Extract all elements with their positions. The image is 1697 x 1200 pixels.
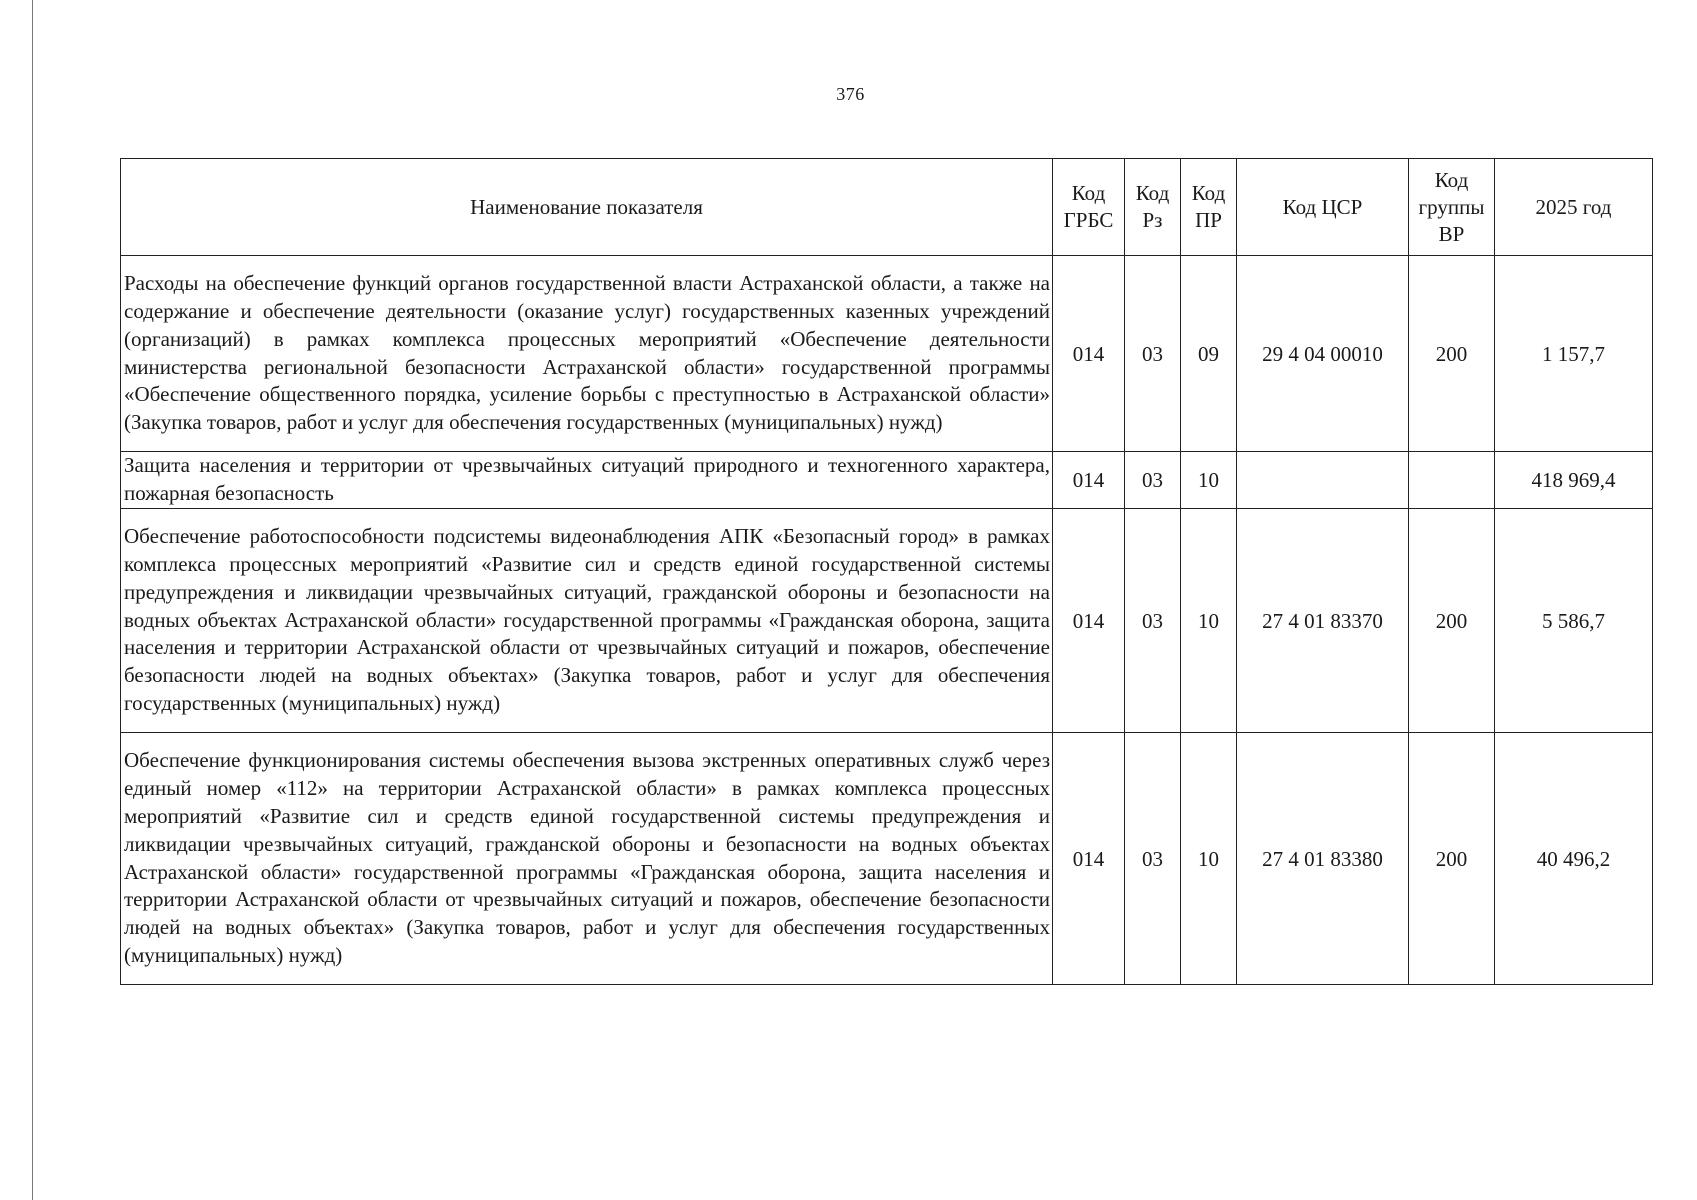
header-csr: Код ЦСР	[1237, 159, 1409, 256]
table-row	[121, 256, 1653, 452]
page-number	[0, 84, 1697, 105]
row-grbs: 014	[1053, 452, 1125, 509]
header-name: Наименование показателя	[121, 159, 1053, 256]
row-rz: 03	[1125, 509, 1181, 733]
row-grbs: 014	[1053, 733, 1125, 985]
row-grbs: 014	[1053, 509, 1125, 733]
row-amount: 5 586,7	[1495, 509, 1653, 733]
row-amount: 40 496,2	[1495, 733, 1653, 985]
row-vr	[1409, 452, 1495, 509]
header-pr: Код ПР	[1181, 159, 1237, 256]
row-vr: 200	[1409, 509, 1495, 733]
header-grbs: Код ГРБС	[1053, 159, 1125, 256]
row-amount: 418 969,4	[1495, 452, 1653, 509]
binding-margin-line	[32, 0, 33, 1200]
row-csr	[1237, 452, 1409, 509]
row-vr: 200	[1409, 256, 1495, 452]
row-grbs: 014	[1053, 256, 1125, 452]
row-amount: 1 157,7	[1495, 256, 1653, 452]
table-row	[121, 509, 1653, 733]
page-number-text: 376	[836, 84, 865, 104]
budget-table	[120, 158, 1653, 985]
row-rz: 03	[1125, 256, 1181, 452]
row-pr: 10	[1181, 733, 1237, 985]
row-csr: 27 4 01 83380	[1237, 733, 1409, 985]
row-rz: 03	[1125, 733, 1181, 985]
header-rz: Код Рз	[1125, 159, 1181, 256]
row-name: Расходы на обеспечение функций органов государственной власти Астраханской области, а также на содержание и обеспечение деятельности (оказание услуг) государственных казенных учреждений (организаций) в рамках комплекса процессных мероприятий «Обеспечение деятельности министерства региональной безопасности Астраханской области» государственной программы «Обеспечение общественного порядка, усиление борьбы с преступностью в Астраханской области» (Закупка товаров, работ и услуг для обеспечения государственных (муниципальных) нужд)	[121, 256, 1053, 452]
row-csr: 27 4 01 83370	[1237, 509, 1409, 733]
row-pr: 10	[1181, 452, 1237, 509]
header-vr: Код группы ВР	[1409, 159, 1495, 256]
header-year: 2025 год	[1495, 159, 1653, 256]
table-row	[121, 733, 1653, 985]
row-name: Обеспечение функционирования системы обеспечения вызова экстренных оперативных служб через единый номер «112» на территории Астраханской области» в рамках комплекса процессных мероприятий «Развитие сил и средств единой государственной системы предупреждения и ликвидации чрезвычайных ситуаций, гражданской обороны и безопасности на водных объектах Астраханской области» государственной программы «Гражданская оборона, защита населения и территории Астраханской области от чрезвычайных ситуаций и пожаров, обеспечение безопасности людей на водных объектах» (Закупка товаров, работ и услуг для обеспечения государственных (муниципальных) нужд)	[121, 733, 1053, 985]
row-name: Обеспечение работоспособности подсистемы видеонаблюдения АПК «Безопасный город» в рамках комплекса процессных мероприятий «Развитие сил и средств единой государственной системы предупреждения и ликвидации чрезвычайных ситуаций, гражданской обороны и безопасности на водных объектах Астраханской области» государственной программы «Гражданская оборона, защита населения и территории Астраханской области от чрезвычайных ситуаций и пожаров, обеспечение безопасности людей на водных объектах» (Закупка товаров, работ и услуг для обеспечения государственных (муниципальных) нужд)	[121, 509, 1053, 733]
row-pr: 09	[1181, 256, 1237, 452]
table-header-row	[121, 159, 1653, 256]
row-pr: 10	[1181, 509, 1237, 733]
table-row	[121, 452, 1653, 509]
row-rz: 03	[1125, 452, 1181, 509]
row-csr: 29 4 04 00010	[1237, 256, 1409, 452]
row-name: Защита населения и территории от чрезвычайных ситуаций природного и техногенного характера, пожарная безопасность	[121, 452, 1053, 509]
row-vr: 200	[1409, 733, 1495, 985]
